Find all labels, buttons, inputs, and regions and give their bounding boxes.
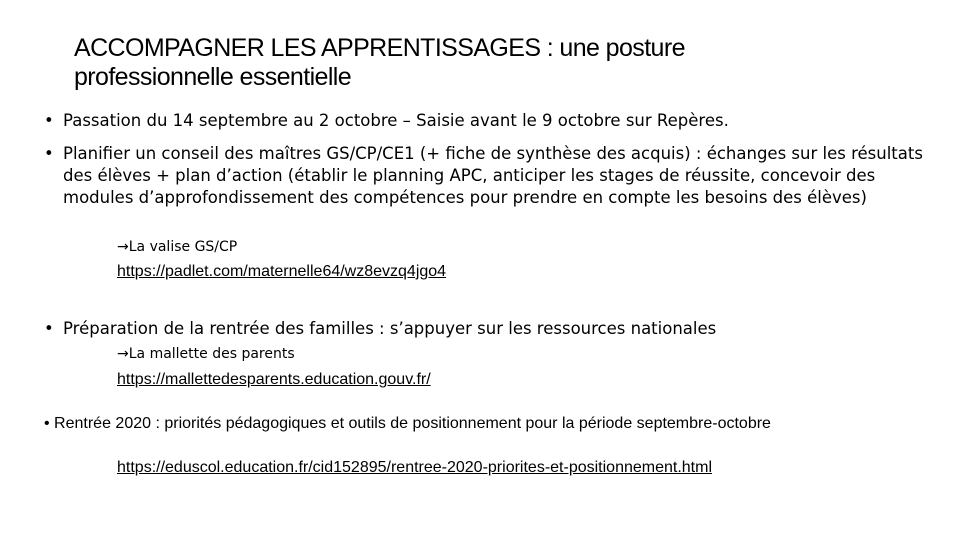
slide-title-line-1: ACCOMPAGNER LES APPRENTISSAGES : une posture (74, 34, 685, 62)
bullet-text: Passation du 14 septembre au 2 octobre – Saisie avant le 9 octobre sur Repères. (63, 111, 729, 130)
bullet-icon: • (44, 111, 54, 130)
bullet-item-familles (44, 318, 924, 340)
sub-item-mallette (117, 345, 877, 363)
sub-item-valise (117, 238, 877, 256)
bullet-text: Planifier un conseil des maîtres GS/CP/CE1 (+ fiche de synthèse des acquis) : échanges sur les résultats des élèves + plan d’action (établir le planning APC, anticiper les stages de réussite, concevoir des modules d’approfondissement des compétences pour prendre en compte les besoins des élèves) (63, 144, 923, 207)
bullet-item-passation (44, 110, 924, 132)
bullet-icon: • (44, 319, 54, 338)
bullet-icon: • (44, 415, 50, 432)
bullet-text: Préparation de la rentrée des familles : s’appuyer sur les ressources nationales (63, 319, 717, 338)
slide-title-line-2: professionnelle essentielle (74, 63, 352, 91)
slide-title (74, 34, 894, 92)
rentree-2020-text: Rentrée 2020 : priorités pédagogiques et outils de positionnement pour la période septembre-octobre (49, 415, 771, 432)
bullet-item-conseil (44, 143, 924, 209)
sub-item-label: La mallette des parents (128, 346, 295, 362)
arrow-right-icon: → (117, 346, 129, 362)
bullet-icon: • (44, 144, 54, 163)
rentree-2020-item (44, 414, 924, 433)
eduscol-link[interactable]: https://eduscol.education.fr/cid152895/rentree-2020-priorites-et-positionnement.html (117, 459, 712, 476)
arrow-right-icon: → (117, 239, 129, 255)
mallette-link[interactable]: https://mallettedesparents.education.gouv.fr/ (117, 371, 431, 388)
sub-item-label: La valise GS/CP (128, 239, 238, 255)
padlet-link[interactable]: https://padlet.com/maternelle64/wz8evzq4jgo4 (117, 263, 447, 280)
